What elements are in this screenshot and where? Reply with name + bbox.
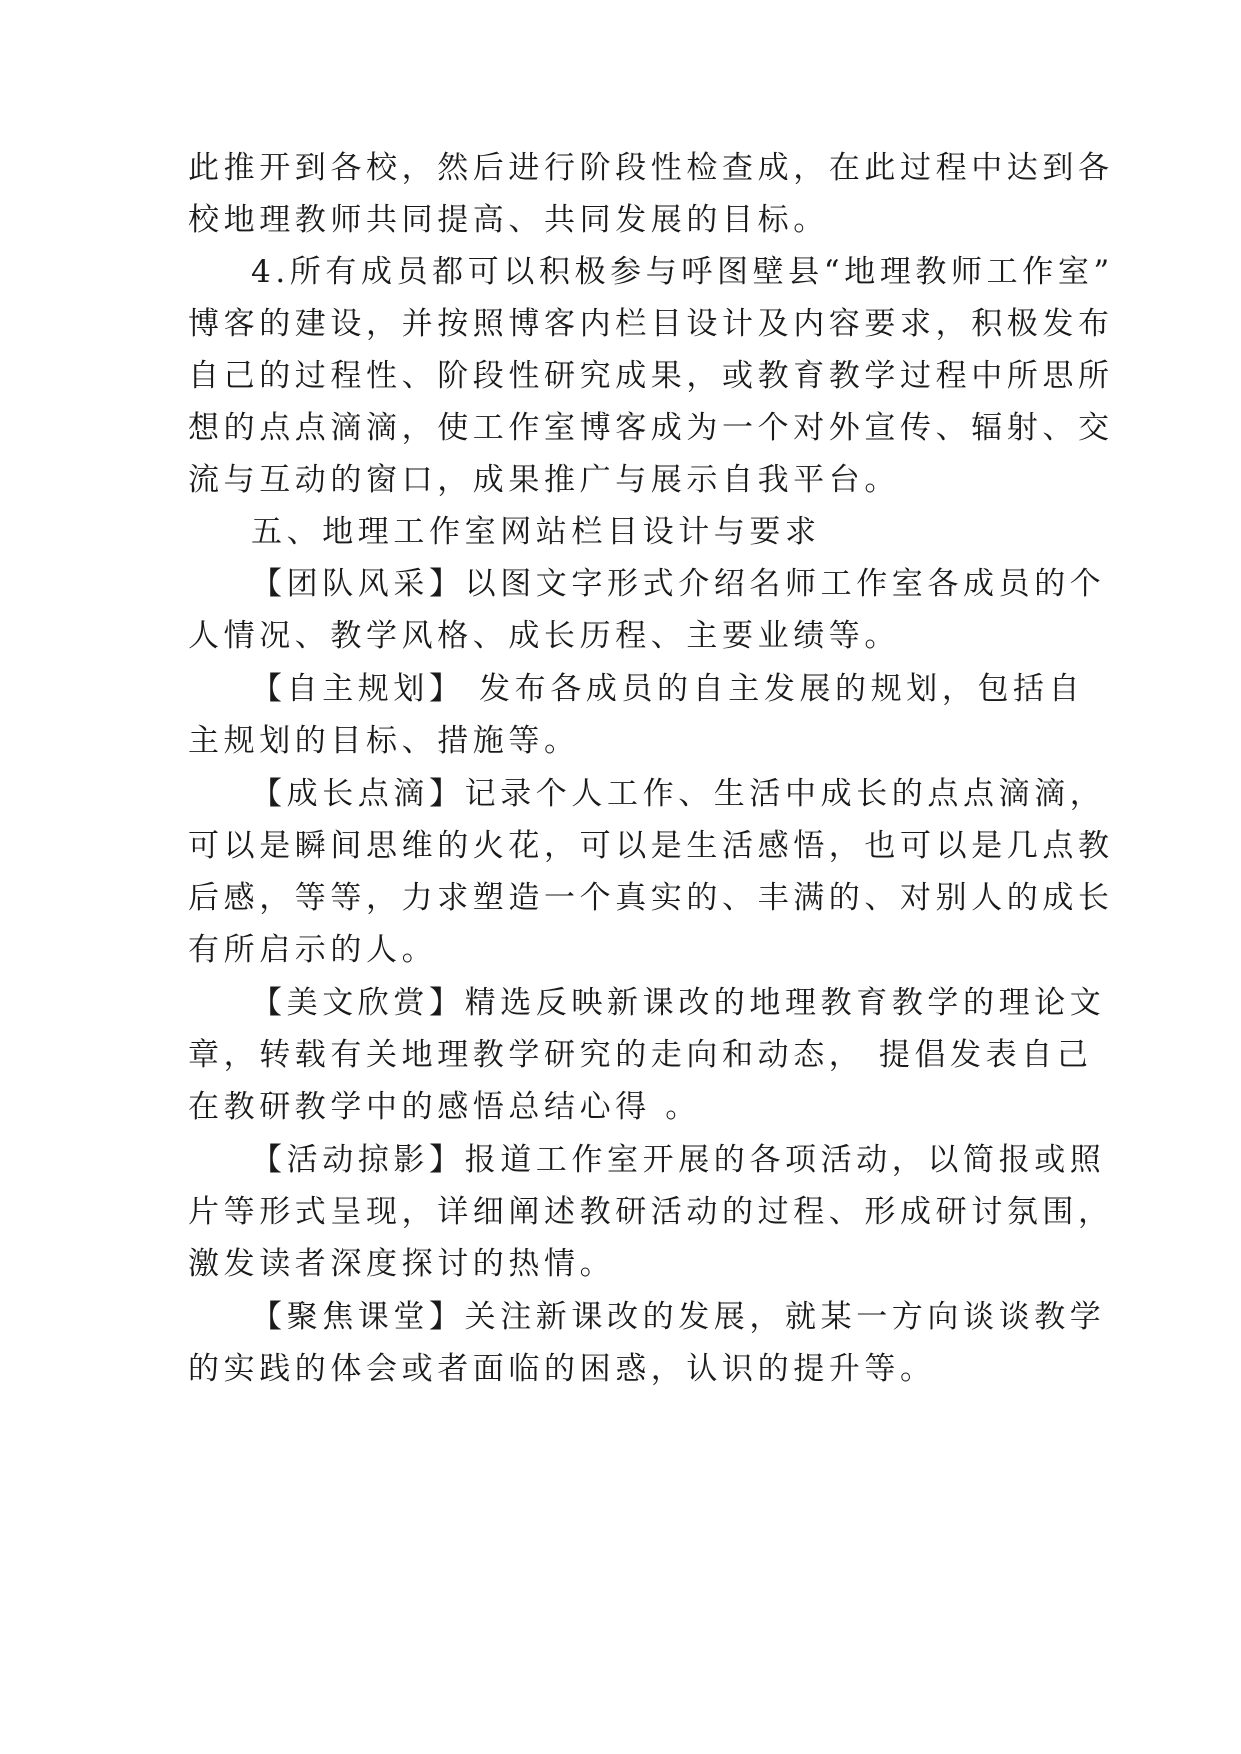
text-line: 博客的建设，并按照博客内栏目设计及内容要求，积极发布: [188, 306, 1114, 342]
text-line: 可以是瞬间思维的火花，可以是生活感悟，也可以是几点教: [188, 828, 1114, 864]
text-line: 后感，等等，力求塑造一个真实的、丰满的、对别人的成长: [188, 880, 1114, 916]
text-line: 校地理教师共同提高、共同发展的目标。: [188, 202, 829, 238]
text-line: 章，转载有关地理教学研究的走向和动态， 提倡发表自己: [188, 1037, 1093, 1073]
text-line: 流与互动的窗口，成果推广与展示自我平台。: [188, 462, 900, 498]
text-line: 片等形式呈现，详细阐述教研活动的过程、形成研讨氛围，: [188, 1194, 1114, 1230]
text-line: 的实践的体会或者面临的困惑，认识的提升等。: [188, 1351, 936, 1387]
text-line: 在教研教学中的感悟总结心得 。: [188, 1089, 701, 1125]
text-line: 主规划的目标、措施等。: [188, 723, 580, 759]
text-line: 【聚焦课堂】关注新课改的发展，就某一方向谈谈教学: [251, 1299, 1106, 1335]
text-line: 4.所有成员都可以积极参与呼图壁县“地理教师工作室”: [251, 254, 1114, 290]
section-heading: 五、地理工作室网站栏目设计与要求: [251, 514, 821, 550]
text-line: 【成长点滴】记录个人工作、生活中成长的点点滴滴，: [251, 776, 1106, 812]
text-line: 【活动掠影】报道工作室开展的各项活动，以简报或照: [251, 1142, 1106, 1178]
text-line: 有所启示的人。: [188, 932, 438, 968]
text-line: 想的点点滴滴，使工作室博客成为一个对外宣传、辐射、交: [188, 410, 1114, 446]
text-line: 【美文欣赏】精选反映新课改的地理教育教学的理论文: [251, 985, 1106, 1021]
text-line: 【自主规划】 发布各成员的自主发展的规划，包括自: [251, 671, 1085, 707]
text-line: 自己的过程性、阶段性研究成果，或教育教学过程中所思所: [188, 358, 1114, 394]
text-line: 此推开到各校，然后进行阶段性检查成，在此过程中达到各: [188, 150, 1114, 186]
text-line: 激发读者深度探讨的热情。: [188, 1246, 616, 1282]
text-line: 【团队风采】以图文字形式介绍名师工作室各成员的个: [251, 566, 1106, 602]
text-line: 人情况、教学风格、成长历程、主要业绩等。: [188, 618, 900, 654]
